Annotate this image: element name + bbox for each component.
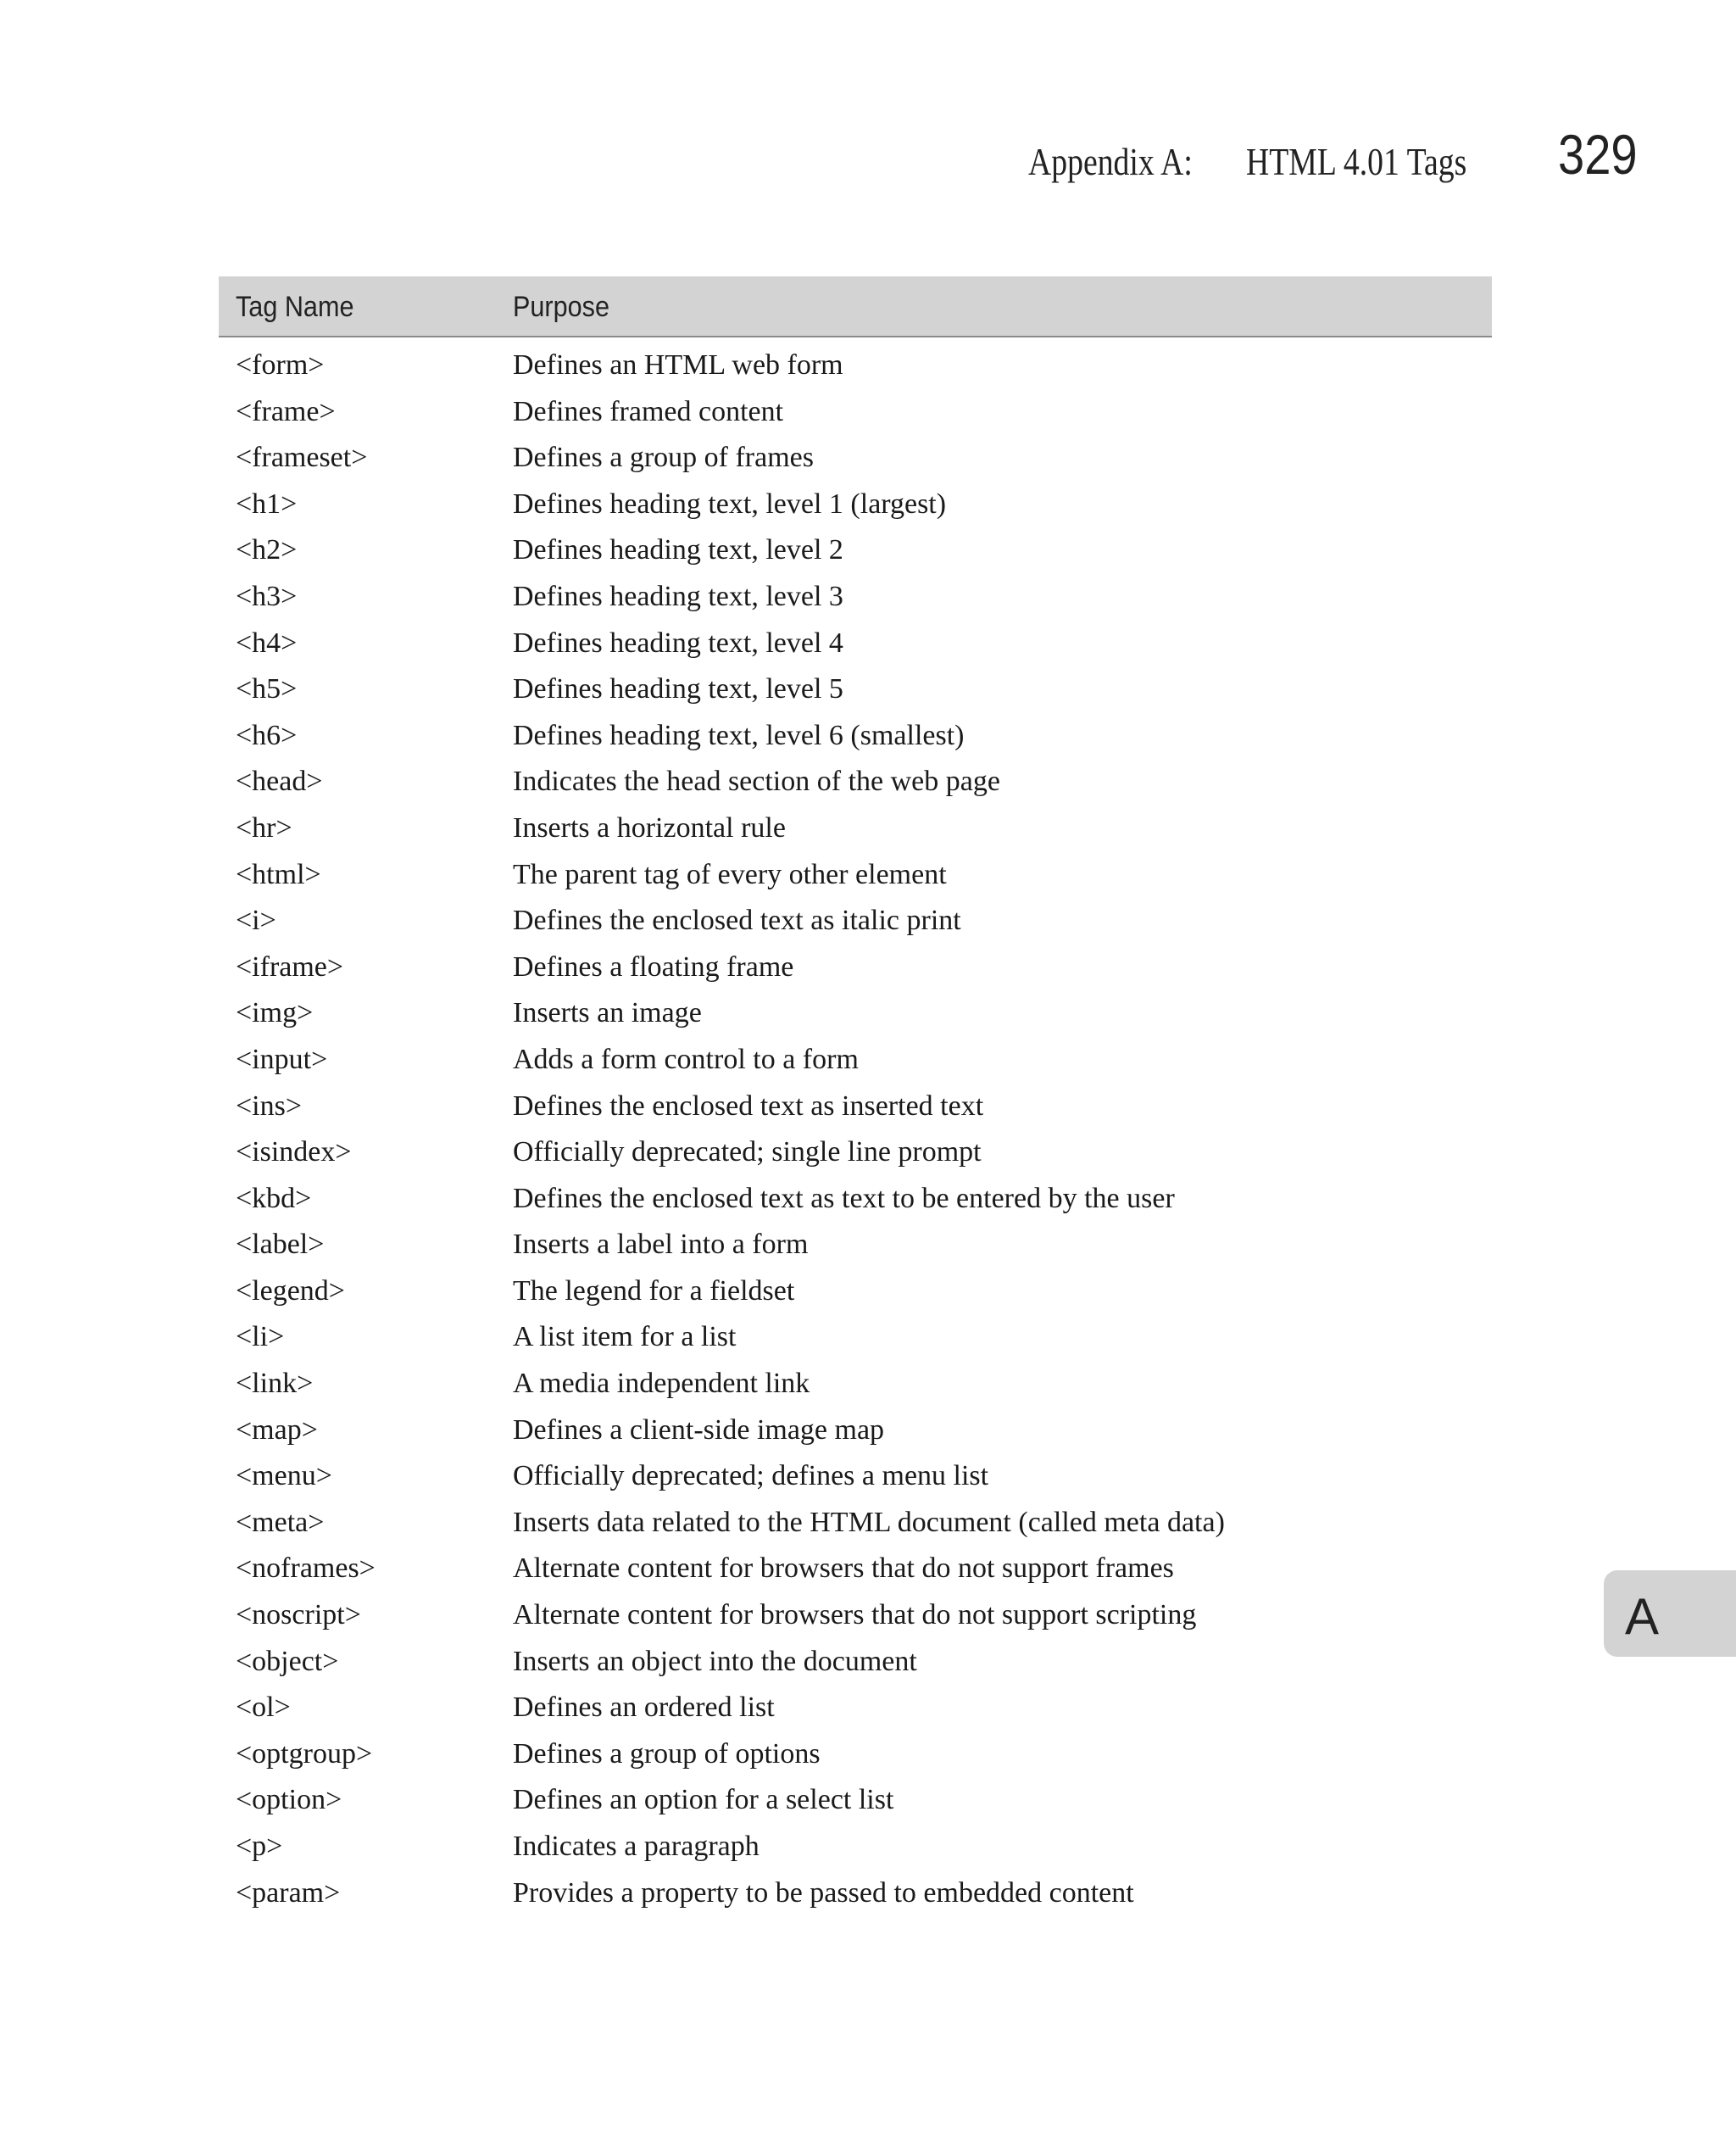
table-row	[219, 941, 1492, 988]
table-row	[219, 339, 1492, 386]
table-row	[219, 386, 1492, 432]
table-row	[219, 1774, 1492, 1820]
tag-name-cell: <h6>	[236, 719, 298, 751]
purpose-cell: Officially deprecated; defines a menu list	[513, 1460, 989, 1492]
tag-name-cell: <i>	[236, 905, 276, 937]
purpose-cell: Defines heading text, level 1 (largest)	[513, 488, 947, 520]
tag-name-cell: <noframes>	[236, 1552, 376, 1585]
table-row	[219, 1080, 1492, 1127]
purpose-cell: Defines heading text, level 2	[513, 534, 843, 566]
purpose-cell: Defines heading text, level 4	[513, 627, 843, 659]
tag-name-cell: <param>	[236, 1876, 341, 1909]
table-row	[219, 802, 1492, 849]
table-row	[219, 1404, 1492, 1451]
table-row	[219, 1218, 1492, 1265]
tag-name-cell: <hr>	[236, 811, 292, 844]
table-row	[219, 524, 1492, 571]
purpose-cell: Defines heading text, level 6 (smallest)	[513, 719, 965, 751]
tag-name-cell: <head>	[236, 766, 323, 798]
tag-name-cell: <kbd>	[236, 1182, 312, 1214]
table-row	[219, 1589, 1492, 1636]
table-row	[219, 663, 1492, 710]
purpose-cell: Defines an ordered list	[513, 1692, 775, 1724]
purpose-cell: The legend for a fieldset	[513, 1274, 795, 1307]
table-row	[219, 1311, 1492, 1357]
tag-name-cell: <label>	[236, 1229, 325, 1261]
table-row	[219, 1265, 1492, 1312]
tag-name-cell: <noscript>	[236, 1599, 361, 1631]
running-head	[0, 119, 1736, 195]
purpose-cell: Indicates the head section of the web page	[513, 766, 1000, 798]
purpose-cell: Defines the enclosed text as inserted text	[513, 1090, 984, 1122]
purpose-cell: Provides a property to be passed to embedded content	[513, 1876, 1134, 1909]
tag-name-cell: <li>	[236, 1321, 285, 1353]
tag-name-cell: <iframe>	[236, 950, 344, 983]
purpose-cell: Defines the enclosed text as italic print	[513, 905, 961, 937]
purpose-cell: Defines heading text, level 3	[513, 580, 843, 612]
table-row	[219, 1034, 1492, 1080]
purpose-cell: Officially deprecated; single line prompt	[513, 1136, 982, 1168]
purpose-cell: Alternate content for browsers that do not support frames	[513, 1552, 1174, 1585]
table-row	[219, 1728, 1492, 1775]
table-body	[219, 337, 1492, 1913]
purpose-cell: Defines an option for a select list	[513, 1784, 894, 1816]
purpose-cell: Inserts an object into the document	[513, 1645, 917, 1677]
purpose-cell: Defines an HTML web form	[513, 349, 843, 381]
table-row	[219, 571, 1492, 617]
tag-name-cell: <legend>	[236, 1274, 345, 1307]
tag-name-cell: <link>	[236, 1368, 314, 1400]
purpose-cell: Defines the enclosed text as text to be entered by the user	[513, 1182, 1175, 1214]
tag-name-cell: <meta>	[236, 1506, 325, 1538]
table-row	[219, 710, 1492, 756]
purpose-cell: A media independent link	[513, 1368, 810, 1400]
tag-name-cell: <html>	[236, 858, 321, 890]
table-row	[219, 617, 1492, 664]
thumb-tab-letter: A	[1625, 1588, 1660, 1645]
purpose-cell: Defines a group of frames	[513, 442, 814, 474]
purpose-cell: Defines a floating frame	[513, 950, 794, 983]
purpose-cell: Defines framed content	[513, 395, 784, 427]
page-number: 329	[1558, 123, 1638, 186]
tag-name-cell: <h4>	[236, 627, 298, 659]
table-row	[219, 1173, 1492, 1219]
tag-name-cell: <h3>	[236, 580, 298, 612]
tag-name-cell: <object>	[236, 1645, 339, 1677]
purpose-cell: Inserts a horizontal rule	[513, 811, 786, 844]
purpose-cell: Defines a group of options	[513, 1737, 821, 1770]
table-row	[219, 987, 1492, 1034]
purpose-cell: Defines a client-side image map	[513, 1413, 885, 1446]
table-row	[219, 1357, 1492, 1404]
purpose-cell: A list item for a list	[513, 1321, 737, 1353]
purpose-cell: Adds a form control to a form	[513, 1043, 859, 1075]
table-row	[219, 432, 1492, 478]
purpose-cell: Inserts data related to the HTML document (called meta data)	[513, 1506, 1225, 1538]
tag-name-cell: <h1>	[236, 488, 298, 520]
table-row	[219, 1820, 1492, 1867]
purpose-cell: The parent tag of every other element	[513, 858, 947, 890]
column-header-tag-name: Tag Name	[236, 291, 354, 323]
purpose-cell: Defines heading text, level 5	[513, 673, 843, 705]
tag-name-cell: <ol>	[236, 1692, 291, 1724]
table-row	[219, 755, 1492, 802]
column-header-purpose: Purpose	[513, 291, 609, 323]
running-head-appendix: Appendix A:	[1028, 140, 1193, 183]
tag-table	[219, 276, 1492, 1913]
table-row	[219, 1867, 1492, 1914]
running-head-title: HTML 4.01 Tags	[1246, 140, 1467, 183]
tag-name-cell: <input>	[236, 1043, 328, 1075]
appendix-thumb-tab	[1604, 1570, 1736, 1657]
table-row	[219, 1126, 1492, 1173]
tag-name-cell: <option>	[236, 1784, 342, 1816]
table-row	[219, 849, 1492, 895]
tag-name-cell: <map>	[236, 1413, 318, 1446]
tag-name-cell: <isindex>	[236, 1136, 352, 1168]
tag-name-cell: <menu>	[236, 1460, 332, 1492]
table-row	[219, 1542, 1492, 1589]
table-row	[219, 895, 1492, 941]
purpose-cell: Inserts an image	[513, 997, 702, 1029]
tag-name-cell: <frameset>	[236, 442, 368, 474]
purpose-cell: Alternate content for browsers that do not support scripting	[513, 1599, 1197, 1631]
tag-name-cell: <h2>	[236, 534, 298, 566]
purpose-cell: Indicates a paragraph	[513, 1831, 760, 1862]
purpose-cell: Inserts a label into a form	[513, 1229, 809, 1261]
tag-name-cell: <form>	[236, 349, 325, 381]
table-row	[219, 1497, 1492, 1543]
tag-name-cell: <frame>	[236, 395, 336, 427]
table-header	[219, 276, 1492, 337]
tag-name-cell: <ins>	[236, 1090, 303, 1122]
tag-name-cell: <img>	[236, 997, 314, 1029]
table-row	[219, 1450, 1492, 1497]
tag-name-cell: <optgroup>	[236, 1737, 373, 1770]
tag-name-cell: <p>	[236, 1831, 283, 1862]
table-row	[219, 1681, 1492, 1728]
table-row	[219, 1636, 1492, 1682]
table-row	[219, 478, 1492, 525]
tag-name-cell: <h5>	[236, 673, 298, 705]
